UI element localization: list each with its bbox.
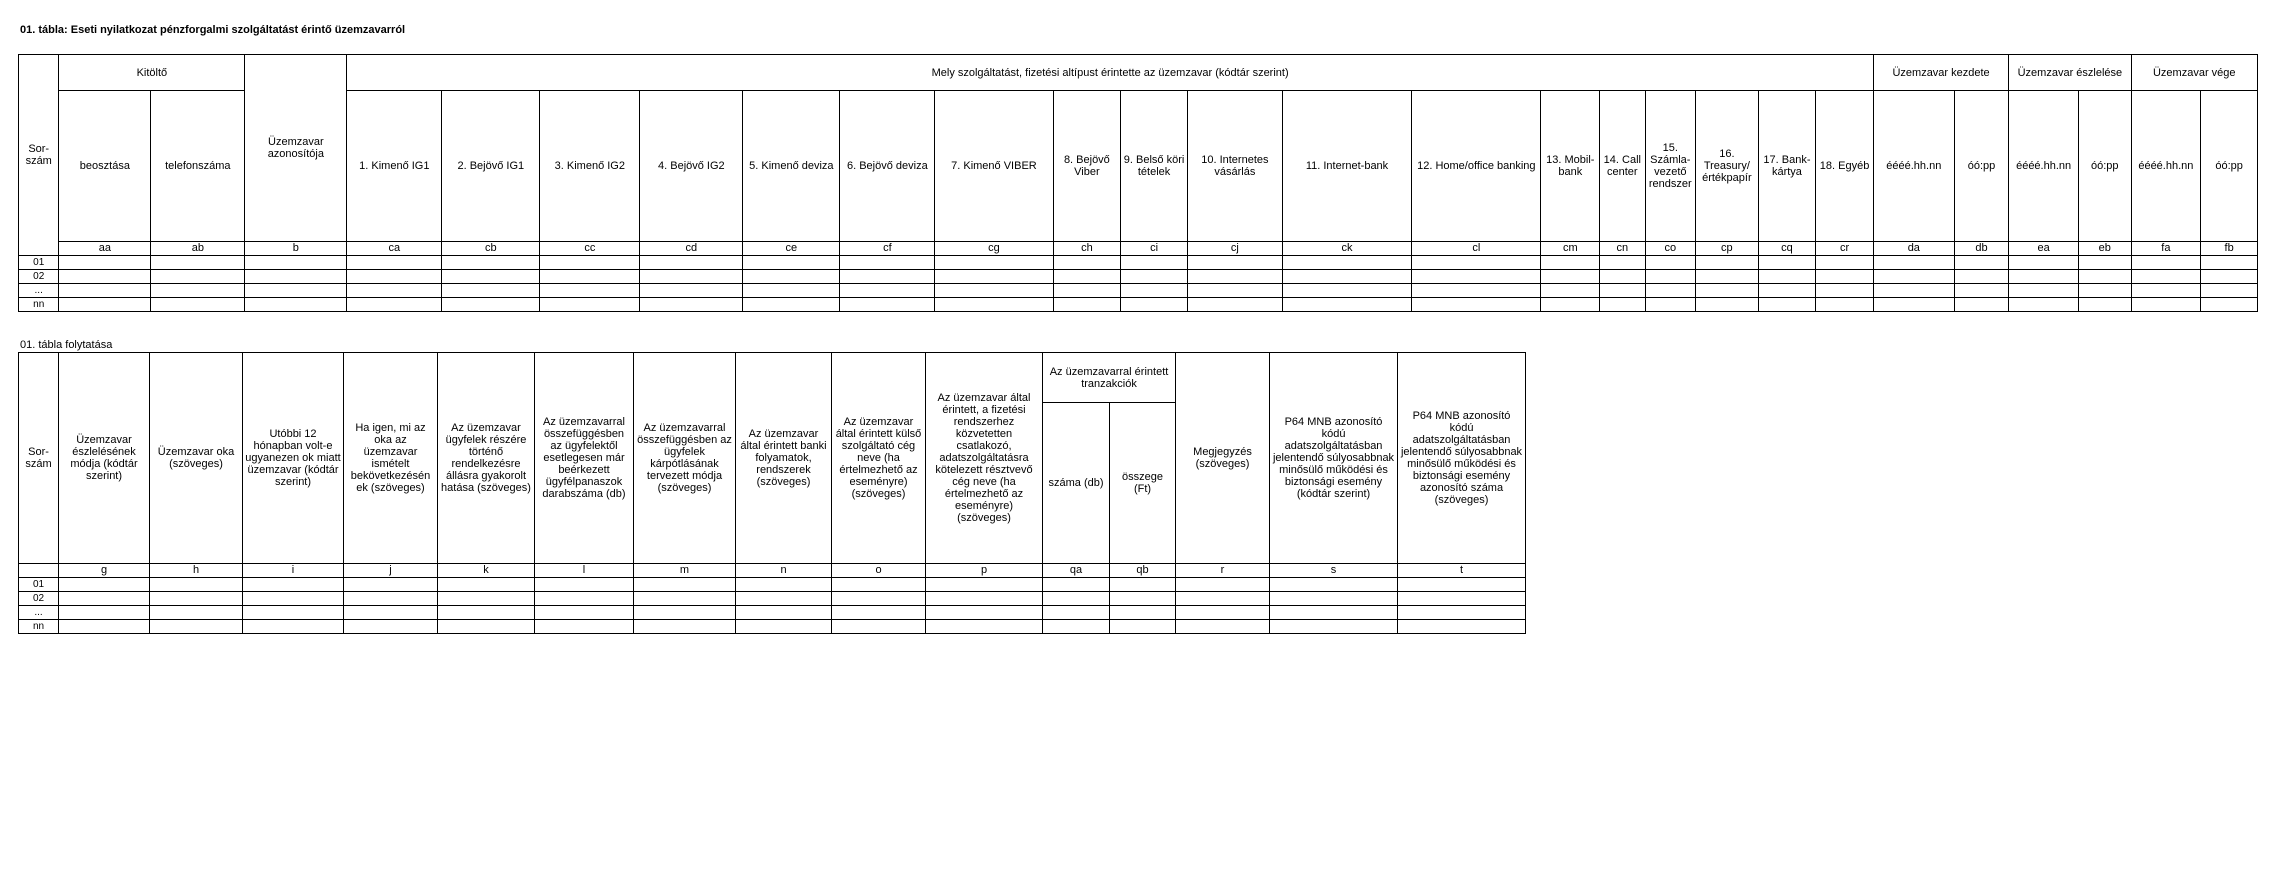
data-cell[interactable] — [640, 270, 743, 284]
data-cell[interactable] — [736, 606, 832, 620]
data-cell[interactable] — [1187, 270, 1282, 284]
data-cell[interactable] — [2078, 270, 2131, 284]
column-code: cc — [540, 242, 640, 256]
col-service-header-16: 16. Treasury/ értékpapír — [1696, 91, 1759, 242]
data-cell[interactable] — [1541, 298, 1600, 312]
data-cell[interactable] — [150, 592, 243, 606]
data-cell[interactable] — [535, 606, 634, 620]
data-cell[interactable] — [832, 606, 926, 620]
data-cell[interactable] — [832, 592, 926, 606]
col-service-header-12: 12. Home/office banking — [1412, 91, 1541, 242]
data-cell[interactable] — [535, 578, 634, 592]
data-cell[interactable] — [1541, 270, 1600, 284]
col-time-header: óó:pp — [2201, 91, 2258, 242]
data-cell[interactable] — [1645, 270, 1696, 284]
data-cell[interactable] — [840, 270, 935, 284]
data-cell[interactable] — [1816, 270, 1874, 284]
col-header-i: Utóbbi 12 hónapban volt-e ugyanezen ok miatt üzemzavar (kódtár szerint) — [243, 353, 344, 564]
col-header-n: Az üzemzavar által érintett banki folyamatok, rendszerek (szöveges) — [736, 353, 832, 564]
data-cell[interactable] — [926, 578, 1043, 592]
data-cell[interactable] — [640, 256, 743, 270]
column-code: cm — [1541, 242, 1600, 256]
col-time-header: óó:pp — [2078, 91, 2131, 242]
data-cell[interactable] — [1758, 256, 1816, 270]
data-cell[interactable] — [1600, 270, 1645, 284]
table2-title: 01. tábla folytatása — [20, 339, 113, 351]
col-header-s: P64 MNB azonosító kódú adatszolgáltatásban jelentendő súlyosabbnak minősülő működési és biztonsági esemény (kódtár szerint) — [1270, 353, 1398, 564]
col-header-g: Üzemzavar észlelésének módja (kódtár szerint) — [59, 353, 150, 564]
column-code: co — [1645, 242, 1696, 256]
data-cell[interactable] — [1696, 284, 1759, 298]
column-code: cq — [1758, 242, 1816, 256]
data-cell[interactable] — [442, 284, 540, 298]
column-code: l — [535, 564, 634, 578]
data-cell[interactable] — [1816, 284, 1874, 298]
col-service-header-5: 5. Kimenő deviza — [743, 91, 840, 242]
column-code: p — [926, 564, 1043, 578]
data-cell[interactable] — [1816, 298, 1874, 312]
data-cell[interactable] — [1110, 620, 1176, 634]
column-code: n — [736, 564, 832, 578]
data-cell[interactable] — [2131, 298, 2201, 312]
table-row — [19, 606, 1526, 620]
data-cell[interactable] — [540, 284, 640, 298]
col-service-header-15: 15. Számla-vezető rendszer — [1645, 91, 1696, 242]
data-cell[interactable] — [2078, 298, 2131, 312]
data-cell[interactable] — [935, 284, 1053, 298]
data-cell[interactable] — [540, 270, 640, 284]
data-cell[interactable] — [1043, 620, 1110, 634]
col-header-m: Az üzemzavarral összefüggésben az ügyfelek kárpótlásának tervezett módja (szöveges) — [634, 353, 736, 564]
data-cell[interactable] — [347, 270, 442, 284]
column-code: r — [1176, 564, 1270, 578]
data-cell[interactable] — [1053, 298, 1121, 312]
data-cell[interactable] — [840, 298, 935, 312]
data-cell[interactable] — [1412, 284, 1541, 298]
group-kitolto-header: Kitöltő — [59, 55, 245, 91]
data-cell[interactable] — [1758, 284, 1816, 298]
data-cell[interactable] — [344, 620, 438, 634]
col-header-p: Az üzemzavar által érintett, a fizetési rendszerhez közvetetten csatlakozó, adatszolgáltatásra kötelezett résztvevő cég neve (ha értelmezhető az eseményre) (szöveges) — [926, 353, 1043, 564]
column-code: o — [832, 564, 926, 578]
data-cell[interactable] — [442, 270, 540, 284]
column-code: ce — [743, 242, 840, 256]
col-telefonszama-header: telefonszáma — [151, 91, 245, 242]
data-cell[interactable] — [1043, 578, 1110, 592]
data-cell[interactable] — [245, 270, 347, 284]
data-cell[interactable] — [1053, 284, 1121, 298]
column-code: cl — [1412, 242, 1541, 256]
data-cell[interactable] — [634, 606, 736, 620]
data-cell[interactable] — [347, 256, 442, 270]
table-row — [19, 298, 2258, 312]
col-date-header: éééé.hh.nn — [2009, 91, 2079, 242]
data-cell[interactable] — [1412, 270, 1541, 284]
data-cell[interactable] — [1645, 256, 1696, 270]
column-code: ck — [1282, 242, 1411, 256]
data-cell[interactable] — [540, 298, 640, 312]
data-cell[interactable] — [1282, 298, 1411, 312]
data-cell[interactable] — [1600, 298, 1645, 312]
col-header-l: Az üzemzavarral összefüggésben az ügyfelektől esetlegesen már beérkezett ügyfélpanaszok darabszáma (db) — [535, 353, 634, 564]
data-cell[interactable] — [1121, 270, 1188, 284]
data-cell[interactable] — [1176, 578, 1270, 592]
data-cell[interactable] — [1121, 256, 1188, 270]
data-cell[interactable] — [535, 592, 634, 606]
data-cell[interactable] — [1110, 578, 1176, 592]
col-header-j: Ha igen, mi az oka az üzemzavar ismételt bekövetkezésén ek (szöveges) — [344, 353, 438, 564]
data-cell[interactable] — [1110, 606, 1176, 620]
col-date-header: éééé.hh.nn — [1873, 91, 1954, 242]
data-cell[interactable] — [245, 256, 347, 270]
data-cell[interactable] — [344, 578, 438, 592]
data-cell[interactable] — [935, 256, 1053, 270]
data-cell[interactable] — [1873, 270, 1954, 284]
data-cell[interactable] — [1696, 256, 1759, 270]
data-cell[interactable] — [59, 284, 151, 298]
data-cell[interactable] — [1954, 284, 2009, 298]
col-header-h: Üzemzavar oka (szöveges) — [150, 353, 243, 564]
column-code: m — [634, 564, 736, 578]
data-cell[interactable] — [1176, 606, 1270, 620]
data-cell[interactable] — [926, 620, 1043, 634]
column-code: cr — [1816, 242, 1874, 256]
data-cell[interactable] — [1187, 298, 1282, 312]
data-cell[interactable] — [1412, 298, 1541, 312]
data-cell[interactable] — [1282, 284, 1411, 298]
column-code: cn — [1600, 242, 1645, 256]
data-cell[interactable] — [438, 592, 535, 606]
column-code: t — [1398, 564, 1526, 578]
table-row — [19, 284, 2258, 298]
column-code: j — [344, 564, 438, 578]
row-number: 02 — [19, 270, 59, 284]
data-cell[interactable] — [1121, 298, 1188, 312]
data-cell[interactable] — [1282, 256, 1411, 270]
data-cell[interactable] — [1873, 284, 1954, 298]
column-code: g — [59, 564, 150, 578]
col-service-header-3: 3. Kimenő IG2 — [540, 91, 640, 242]
data-cell[interactable] — [2131, 256, 2201, 270]
data-cell[interactable] — [1645, 298, 1696, 312]
col-sorszam-header: Sor- szám — [19, 55, 59, 256]
data-cell[interactable] — [2009, 298, 2079, 312]
column-code: cp — [1696, 242, 1759, 256]
column-code: cd — [640, 242, 743, 256]
column-code: i — [243, 564, 344, 578]
data-cell[interactable] — [540, 256, 640, 270]
data-cell[interactable] — [640, 284, 743, 298]
data-cell[interactable] — [1043, 592, 1110, 606]
column-code-blank — [19, 564, 59, 578]
column-code: ab — [151, 242, 245, 256]
data-cell[interactable] — [2078, 284, 2131, 298]
data-cell[interactable] — [935, 298, 1053, 312]
column-code: ci — [1121, 242, 1188, 256]
col-osszege-header: összege (Ft) — [1110, 403, 1176, 564]
column-code: eb — [2078, 242, 2131, 256]
table1 — [18, 54, 2258, 312]
data-cell[interactable] — [1412, 256, 1541, 270]
data-cell[interactable] — [634, 578, 736, 592]
data-cell[interactable] — [1176, 592, 1270, 606]
data-cell[interactable] — [935, 270, 1053, 284]
data-cell[interactable] — [840, 284, 935, 298]
col-azonosito-header: Üzemzavar azonosítója — [245, 55, 347, 242]
row-number: ... — [19, 284, 59, 298]
data-cell[interactable] — [1954, 256, 2009, 270]
column-code: fa — [2131, 242, 2201, 256]
data-cell[interactable] — [1270, 606, 1398, 620]
data-cell[interactable] — [151, 256, 245, 270]
data-cell[interactable] — [1282, 270, 1411, 284]
data-cell[interactable] — [2009, 284, 2079, 298]
data-cell[interactable] — [344, 592, 438, 606]
col-service-header-10: 10. Internetes vásárlás — [1187, 91, 1282, 242]
data-cell[interactable] — [151, 298, 245, 312]
data-cell[interactable] — [59, 620, 150, 634]
data-cell[interactable] — [736, 578, 832, 592]
column-code: ca — [347, 242, 442, 256]
data-cell[interactable] — [1187, 284, 1282, 298]
data-cell[interactable] — [243, 578, 344, 592]
table-row — [19, 592, 1526, 606]
data-cell[interactable] — [1398, 578, 1526, 592]
data-cell[interactable] — [2078, 256, 2131, 270]
column-code: s — [1270, 564, 1398, 578]
data-cell[interactable] — [1541, 284, 1600, 298]
data-cell[interactable] — [926, 606, 1043, 620]
data-cell[interactable] — [2009, 270, 2079, 284]
data-cell[interactable] — [1696, 298, 1759, 312]
data-cell[interactable] — [840, 256, 935, 270]
column-code: qa — [1043, 564, 1110, 578]
col-date-header: éééé.hh.nn — [2131, 91, 2201, 242]
data-cell[interactable] — [1270, 620, 1398, 634]
data-cell[interactable] — [634, 592, 736, 606]
data-cell[interactable] — [2201, 270, 2258, 284]
table-row — [19, 620, 1526, 634]
data-cell[interactable] — [1873, 298, 1954, 312]
data-cell[interactable] — [243, 620, 344, 634]
data-cell[interactable] — [59, 578, 150, 592]
data-cell[interactable] — [2201, 284, 2258, 298]
data-cell[interactable] — [1043, 606, 1110, 620]
data-cell[interactable] — [1398, 592, 1526, 606]
table-row — [19, 270, 2258, 284]
data-cell[interactable] — [743, 270, 840, 284]
data-cell[interactable] — [243, 592, 344, 606]
group-szolgaltatas-header: Mely szolgáltatást, fizetési altípust érintette az üzemzavar (kódtár szerint) — [347, 55, 1874, 91]
table2 — [18, 352, 1526, 634]
data-cell[interactable] — [1053, 256, 1121, 270]
col-service-header-18: 18. Egyéb — [1816, 91, 1874, 242]
column-code: b — [245, 242, 347, 256]
data-cell[interactable] — [1176, 620, 1270, 634]
col-service-header-7: 7. Kimenő VIBER — [935, 91, 1053, 242]
row-number: nn — [19, 298, 59, 312]
data-cell[interactable] — [344, 606, 438, 620]
data-cell[interactable] — [2201, 298, 2258, 312]
data-cell[interactable] — [1270, 578, 1398, 592]
data-cell[interactable] — [1398, 606, 1526, 620]
row-number: ... — [19, 606, 59, 620]
data-cell[interactable] — [1541, 256, 1600, 270]
data-cell[interactable] — [442, 298, 540, 312]
data-cell[interactable] — [1270, 592, 1398, 606]
data-cell[interactable] — [634, 620, 736, 634]
data-cell[interactable] — [832, 578, 926, 592]
group-tranzakciok-header: Az üzemzavarral érintett tranzakciók — [1043, 353, 1176, 403]
data-cell[interactable] — [150, 606, 243, 620]
table-row — [19, 256, 2258, 270]
col-service-header-4: 4. Bejövő IG2 — [640, 91, 743, 242]
column-code: cg — [935, 242, 1053, 256]
data-cell[interactable] — [1110, 592, 1176, 606]
col-time-header: óó:pp — [1954, 91, 2009, 242]
data-cell[interactable] — [743, 284, 840, 298]
data-cell[interactable] — [1600, 256, 1645, 270]
data-cell[interactable] — [150, 620, 243, 634]
data-cell[interactable] — [438, 606, 535, 620]
col-header-t: P64 MNB azonosító kódú adatszolgáltatásban jelentendő súlyosabbnak minősülő működési és biztonsági esemény azonosító száma (szöveges) — [1398, 353, 1526, 564]
column-code: aa — [59, 242, 151, 256]
data-cell[interactable] — [743, 298, 840, 312]
col-beosztasa-header: beosztása — [59, 91, 151, 242]
data-cell[interactable] — [59, 606, 150, 620]
data-cell[interactable] — [832, 620, 926, 634]
data-cell[interactable] — [1645, 284, 1696, 298]
data-cell[interactable] — [59, 256, 151, 270]
data-cell[interactable] — [2201, 256, 2258, 270]
data-cell[interactable] — [736, 592, 832, 606]
column-code: cj — [1187, 242, 1282, 256]
col-service-header-8: 8. Bejövő Viber — [1053, 91, 1121, 242]
data-cell[interactable] — [1954, 270, 2009, 284]
data-cell[interactable] — [1696, 270, 1759, 284]
col-header-k: Az üzemzavar ügyfelek részére történő rendelkezésre állásra gyakorolt hatása (szöveges) — [438, 353, 535, 564]
data-cell[interactable] — [243, 606, 344, 620]
data-cell[interactable] — [535, 620, 634, 634]
data-cell[interactable] — [347, 298, 442, 312]
column-code: h — [150, 564, 243, 578]
data-cell[interactable] — [438, 578, 535, 592]
column-code: k — [438, 564, 535, 578]
data-cell[interactable] — [2009, 256, 2079, 270]
column-code: fb — [2201, 242, 2258, 256]
column-code: qb — [1110, 564, 1176, 578]
data-cell[interactable] — [1121, 284, 1188, 298]
data-cell[interactable] — [150, 578, 243, 592]
data-cell[interactable] — [442, 256, 540, 270]
column-code: da — [1873, 242, 1954, 256]
data-cell[interactable] — [438, 620, 535, 634]
data-cell[interactable] — [1758, 298, 1816, 312]
data-cell[interactable] — [245, 284, 347, 298]
data-cell[interactable] — [151, 270, 245, 284]
col-service-header-9: 9. Belső köri tételek — [1121, 91, 1188, 242]
data-cell[interactable] — [2131, 270, 2201, 284]
data-cell[interactable] — [1600, 284, 1645, 298]
data-cell[interactable] — [1873, 256, 1954, 270]
row-number: 02 — [19, 592, 59, 606]
data-cell[interactable] — [59, 270, 151, 284]
data-cell[interactable] — [347, 284, 442, 298]
col-megjegyzes-header: Megjegyzés (szöveges) — [1176, 353, 1270, 564]
row-number: 01 — [19, 578, 59, 592]
table1-title: 01. tábla: Eseti nyilatkozat pénzforgalmi szolgáltatást érintő üzemzavarról — [20, 24, 406, 36]
data-cell[interactable] — [1398, 620, 1526, 634]
column-code: cb — [442, 242, 540, 256]
data-cell[interactable] — [640, 298, 743, 312]
row-number: 01 — [19, 256, 59, 270]
col-service-header-13: 13. Mobil-bank — [1541, 91, 1600, 242]
data-cell[interactable] — [1954, 298, 2009, 312]
row-number: nn — [19, 620, 59, 634]
column-code: ea — [2009, 242, 2079, 256]
data-cell[interactable] — [1187, 256, 1282, 270]
data-cell[interactable] — [59, 298, 151, 312]
data-cell[interactable] — [926, 592, 1043, 606]
col-service-header-11: 11. Internet-bank — [1282, 91, 1411, 242]
col-sorszam-header: Sor- szám — [19, 353, 59, 564]
column-code: ch — [1053, 242, 1121, 256]
group-kezdete-header: Üzemzavar kezdete — [1873, 55, 2008, 91]
col-service-header-2: 2. Bejövő IG1 — [442, 91, 540, 242]
column-code: cf — [840, 242, 935, 256]
group-eszlelese-header: Üzemzavar észlelése — [2009, 55, 2131, 91]
data-cell[interactable] — [245, 298, 347, 312]
col-service-header-17: 17. Bank-kártya — [1758, 91, 1816, 242]
col-service-header-6: 6. Bejövő deviza — [840, 91, 935, 242]
data-cell[interactable] — [1053, 270, 1121, 284]
data-cell[interactable] — [59, 592, 150, 606]
col-service-header-1: 1. Kimenő IG1 — [347, 91, 442, 242]
col-szama-header: száma (db) — [1043, 403, 1110, 564]
data-cell[interactable] — [736, 620, 832, 634]
data-cell[interactable] — [1758, 270, 1816, 284]
data-cell[interactable] — [1816, 256, 1874, 270]
col-service-header-14: 14. Call center — [1600, 91, 1645, 242]
data-cell[interactable] — [151, 284, 245, 298]
group-vege-header: Üzemzavar vége — [2131, 55, 2257, 91]
table-row — [19, 578, 1526, 592]
data-cell[interactable] — [2131, 284, 2201, 298]
data-cell[interactable] — [743, 256, 840, 270]
col-header-o: Az üzemzavar által érintett külső szolgáltató cég neve (ha értelmezhető az eseményre) (szöveges) — [832, 353, 926, 564]
column-code: db — [1954, 242, 2009, 256]
